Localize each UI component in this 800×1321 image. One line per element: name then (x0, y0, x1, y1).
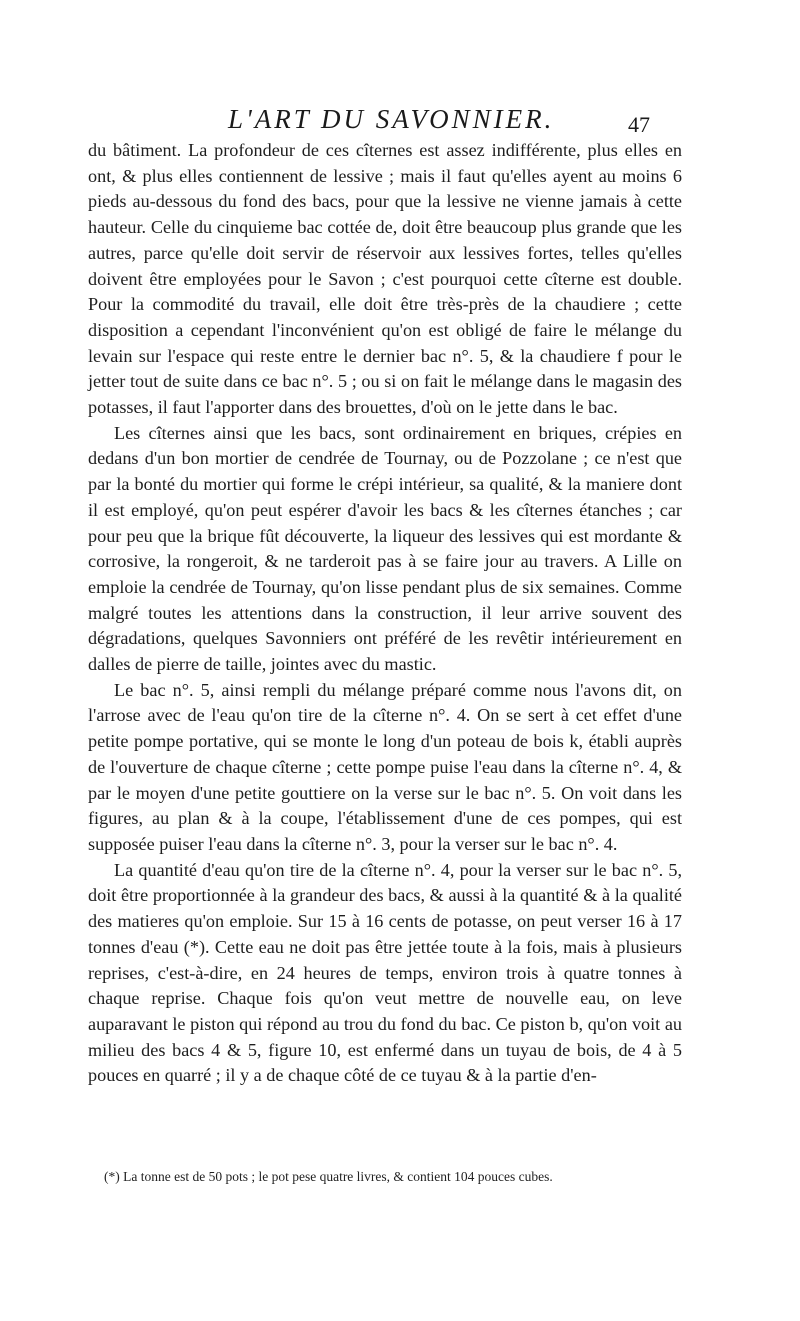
paragraph-2: Les cîternes ainsi que les bacs, sont ordinairement en briques, crépies en dedans d'un bon mortier de cendrée de Tournay, ou de Pozzolane ; ce n'est que par la bonté du mortier qui forme le crépi intérieur, sa qualité, & la maniere dont il est employé, qu'on peut espérer d'avoir les bacs & les cîternes étanches ; car pour peu que la brique fût découverte, la liqueur des lessives qui est mordante & corrosive, la rongeroit, & ne tarderoit pas à se faire jour au travers. A Lille on emploie la cendrée de Tournay, qu'on lisse pendant plus de six semaines. Comme malgré toutes les attentions dans la construction, il leur arrive souvent des dégradations, quelques Savonniers ont préféré de les revêtir intérieurement en dalles de pierre de taille, jointes avec du mastic. (88, 422, 682, 675)
footnote: (*) La tonne est de 50 pots ; le pot pese quatre livres, & contient 104 pouces cubes. (104, 1169, 553, 1184)
running-title: L'ART DU SAVONNIER. (228, 104, 555, 134)
body-text (88, 138, 682, 1089)
page-number: 47 (628, 112, 650, 137)
paragraph-4: La quantité d'eau qu'on tire de la cîterne n°. 4, pour la verser sur le bac n°. 5, doit être proportionnée à la grandeur des bacs, & aussi à la quantité & à la qualité des matieres qu'on emploie. Sur 15 à 16 cents de potasse, on peut verser 16 à 17 tonnes d'eau (*). Cette eau ne doit pas être jettée toute à la fois, mais à plusieurs reprises, c'est-à-dire, en 24 heures de temps, environ trois à quatre tonnes à chaque reprise. Chaque fois qu'on veut mettre de nouvelle eau, on leve auparavant le piston qui répond au trou du fond du bac. Ce piston b, qu'on voit au milieu des bacs 4 & 5, figure 10, est enfermé dans un tuyau de bois, de 4 à 5 pouces en quarré ; il y a de chaque côté de ce tuyau & à la partie d'en- (88, 859, 682, 1086)
paragraph-3: Le bac n°. 5, ainsi rempli du mélange préparé comme nous l'avons dit, on l'arrose avec de l'eau qu'on tire de la cîterne n°. 4. On se sert à cet effet d'une petite pompe portative, qui se monte le long d'un poteau de bois k, établi auprès de l'ouverture de chaque cîterne ; cette pompe puise l'eau dans la cîterne n°. 4, & par le moyen d'une petite gouttiere on la verse sur le bac n°. 5. On voit dans les figures, au plan & à la coupe, l'établissement d'une de ces pompes, qui est supposée puiser l'eau dans la cîterne n°. 3, pour la verser sur le bac n°. 4. (88, 679, 682, 854)
paragraph-1: du bâtiment. La profondeur de ces cîternes est assez indifférente, plus elles en ont, & plus elles contiennent de lessive ; mais il faut qu'elles ayent au moins 6 pieds au-dessous du fond des bacs, pour que la lessive ne vienne jamais à cette hauteur. Celle du cinquieme bac cottée de, doit être beaucoup plus grande que les autres, parce qu'elle doit servir de réservoir aux lessives fortes, telles qu'elles doivent être employées pour le Savon ; c'est pourquoi cette cîterne est double. Pour la commodité du travail, elle doit être très-près de la chaudiere ; cette disposition a cependant l'inconvénient qu'on est obligé de faire le mélange du levain sur l'espace qui reste entre le dernier bac n°. 5, & la chaudiere f pour le jetter tout de suite dans ce bac n°. 5 ; ou si on fait le mélange dans le magasin des potasses, il faut l'apporter dans des brouettes, d'où on le jette dans le bac. (88, 140, 682, 418)
